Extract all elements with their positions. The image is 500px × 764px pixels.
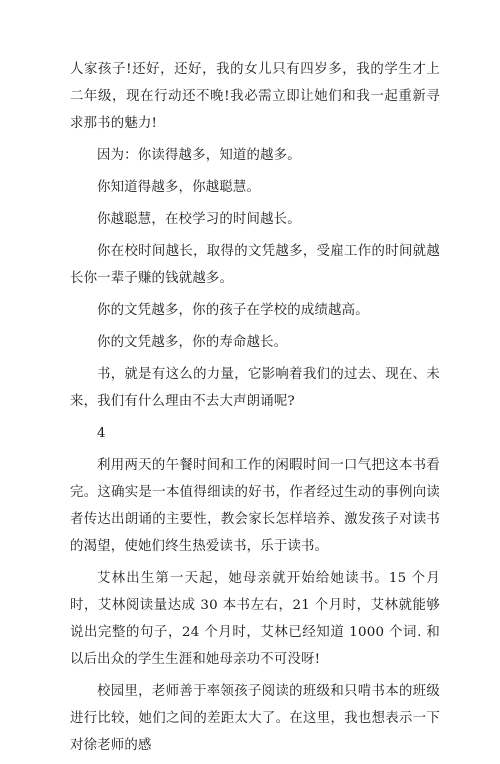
paragraph-8: 书，就是有这么的力量，它影响着我们的过去、现在、未来，我们有什么理由不去大声朗诵呢? — [70, 367, 440, 409]
document-page — [70, 56, 440, 764]
paragraph-11: 校园里，老师善于率领孩子阅读的班级和只啃书本的班级进行比较，她们之间的差距太大了。在这里，我也想表示一下对徐老师的感 — [70, 684, 440, 753]
paragraph-3: 你知道得越多，你越聪慧。 — [97, 180, 261, 195]
paragraph-6: 你的文凭越多，你的孩子在学校的成绩越高。 — [97, 303, 369, 318]
paragraph-5: 你在校时间越长，取得的文凭越多，受雇工作的时间就越长你一辈子赚的钱就越多。 — [70, 244, 440, 286]
paragraph-4: 你越聪慧，在校学习的时间越长。 — [97, 212, 301, 227]
paragraph-2: 因为：你读得越多，知道的越多。 — [97, 148, 301, 163]
paragraph-1: 人家孩子!还好，还好，我的女儿只有四岁多，我的学生才上二年级，现在行动还不晚!我必需立即让她们和我一起重新寻求那书的魅力! — [70, 62, 440, 131]
paragraph-9: 利用两天的午餐时间和工作的闲暇时间一口气把这本书看完。这确实是一本值得细读的好书，作者经过生动的事例向读者传达出朗诵的主要性，教会家长怎样培养、激发孩子对读书的渴望，使她们终生热爱读书，乐于读书。 — [70, 458, 440, 554]
section-number: 4 — [97, 426, 106, 441]
paragraph-7: 你的文凭越多，你的寿命越长。 — [97, 335, 288, 350]
paragraph-10: 艾林出生第一天起，她母亲就开始给她读书。15 个月时，艾林阅读量达成 30 本书左右，21 个月时，艾林就能够说出完整的句子，24 个月时，艾林已经知道 1000 个词. 和以后出众的学生生涯和她母亲功不可没呀! — [70, 571, 440, 667]
